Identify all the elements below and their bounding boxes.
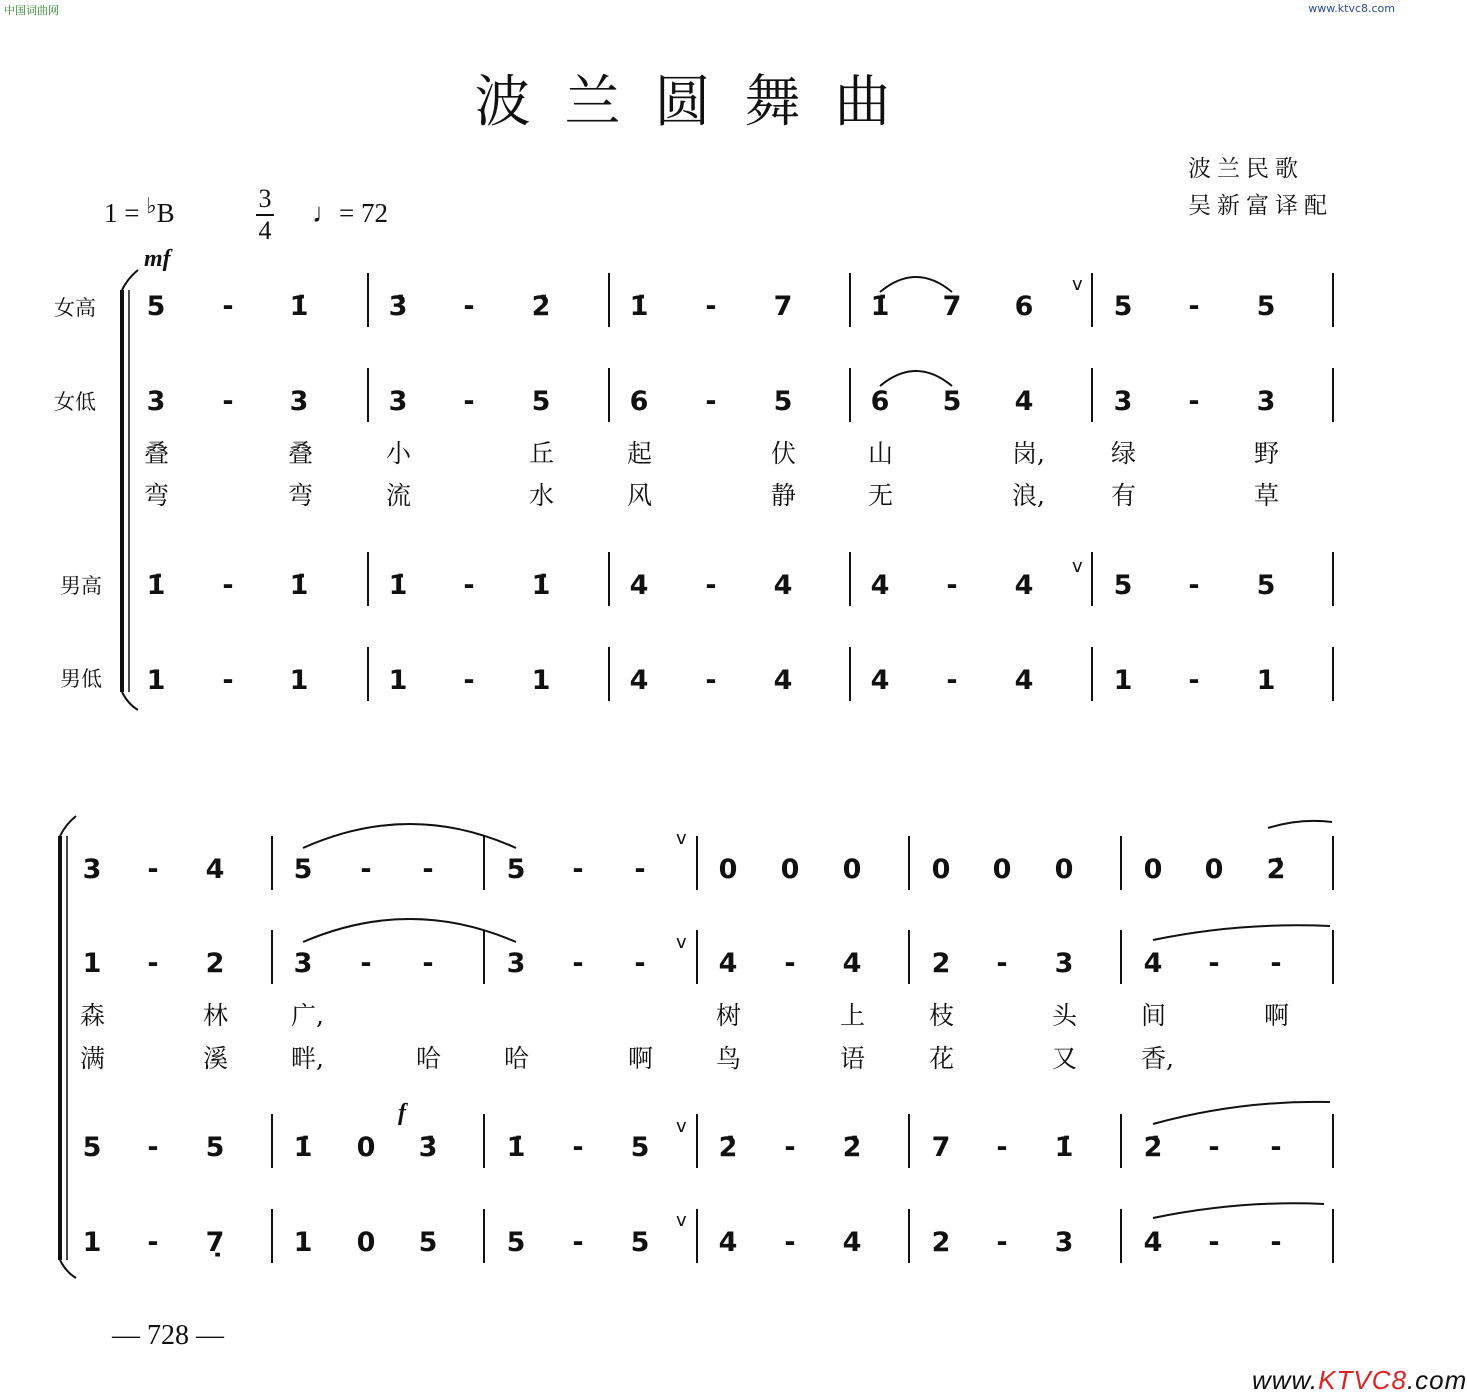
bracket-bottom-hook (122, 692, 138, 710)
dash-mark: - (1208, 1132, 1220, 1163)
lyric-char: 上 (840, 1001, 866, 1030)
lyric-char: 森 (80, 1001, 106, 1030)
note: 4 (629, 665, 649, 696)
dash-mark: - (996, 948, 1008, 979)
breath-mark: v (676, 1210, 687, 1231)
dash-mark: - (147, 1227, 159, 1258)
note: 5 (146, 291, 166, 322)
meter-denominator: 4 (258, 216, 272, 245)
note: 6 (629, 386, 649, 417)
note: 1̇ (531, 570, 551, 601)
dash-mark: - (572, 854, 584, 885)
note: 7̣ (205, 1227, 225, 1258)
lyric-char: 溪 (203, 1044, 229, 1073)
dash-mark: - (705, 291, 717, 322)
note: 4 (842, 948, 862, 979)
dash-mark: - (360, 854, 372, 885)
lyric-char: 啊 (628, 1044, 654, 1073)
bracket-top-hook (122, 270, 138, 290)
lyric-char: 水 (529, 481, 555, 510)
note: 0 (780, 854, 800, 885)
dash-mark: - (1188, 386, 1200, 417)
note: 2 (205, 948, 225, 979)
note: 3 (1054, 1227, 1074, 1258)
dash-mark: - (705, 570, 717, 601)
note: 5 (1256, 291, 1276, 322)
lyric-char: 枝 (929, 1001, 955, 1030)
dynamic-forte: f (398, 1100, 406, 1126)
note: 6 (1014, 291, 1034, 322)
note: 0 (1204, 854, 1224, 885)
note: 2 (931, 1227, 951, 1258)
dash-mark: - (422, 948, 434, 979)
site-watermark-right: www.ktvc8.com (1308, 2, 1395, 15)
slur (1153, 925, 1330, 940)
note: 5 (630, 1132, 650, 1163)
dash-mark: - (222, 386, 234, 417)
note: 3̇ (388, 291, 408, 322)
lyric-char: 流 (386, 481, 412, 510)
note: 4 (842, 1227, 862, 1258)
breath-mark: v (1072, 274, 1083, 295)
note: 7 (942, 291, 962, 322)
note: 3 (293, 948, 313, 979)
lyric-char: 草 (1254, 481, 1280, 510)
lyric-char: 香, (1141, 1044, 1174, 1073)
key-note: B (156, 198, 175, 228)
dynamic-mf: mf (144, 246, 171, 272)
note: 5 (418, 1227, 438, 1258)
lyric-char: 语 (840, 1044, 866, 1073)
note: 3 (146, 386, 166, 417)
lyric-char: 浪, (1012, 481, 1045, 510)
lyric-char: 满 (80, 1044, 106, 1073)
note: 7 (773, 291, 793, 322)
note: 5 (630, 1227, 650, 1258)
note: 1̇ (146, 570, 166, 601)
lyric-char: 有 (1111, 481, 1137, 510)
lyric-char: 啊 (1264, 1001, 1290, 1030)
note: 2̇ (1143, 1132, 1163, 1163)
note: 1̇ (289, 570, 309, 601)
lyric-char: 伏 (771, 439, 797, 468)
note: 1 (82, 1227, 102, 1258)
note: 0 (718, 854, 738, 885)
part-label-alto: 女低 (54, 390, 96, 414)
note: 1̇ (289, 291, 309, 322)
dash-mark: - (222, 665, 234, 696)
note: 1̇ (1054, 1132, 1074, 1163)
note: 4 (1143, 948, 1163, 979)
brand-name: KTVC8 (1318, 1365, 1407, 1395)
note: 1̇ (293, 1132, 313, 1163)
note: 1 (1256, 665, 1276, 696)
lyric-char: 叠 (144, 439, 170, 468)
slur (1153, 1203, 1324, 1218)
note: 0 (356, 1132, 376, 1163)
dash-mark: - (1188, 570, 1200, 601)
note: 5 (1113, 570, 1133, 601)
dash-mark: - (572, 1132, 584, 1163)
dash-mark: - (1208, 1227, 1220, 1258)
lyric-char: 花 (929, 1044, 955, 1073)
dash-mark: - (222, 570, 234, 601)
note: 4 (629, 570, 649, 601)
dash-mark: - (147, 948, 159, 979)
brand-suffix: .com (1406, 1365, 1467, 1395)
dash-mark: - (996, 1227, 1008, 1258)
dash-mark: - (463, 665, 475, 696)
dash-mark: - (634, 854, 646, 885)
note: 4 (870, 570, 890, 601)
note: 3 (82, 854, 102, 885)
note: 1 (146, 665, 166, 696)
breath-mark: v (676, 1116, 687, 1137)
brand-prefix: www. (1252, 1365, 1319, 1395)
dash-mark: - (705, 665, 717, 696)
lyric-char: 无 (868, 481, 894, 510)
note: 2̇ (842, 1132, 862, 1163)
lyric-char: 叠 (288, 439, 314, 468)
note: 5 (942, 386, 962, 417)
lyric-char: 树 (716, 1001, 742, 1030)
note: 7 (931, 1132, 951, 1163)
dash-mark: - (222, 291, 234, 322)
origin-credit: 波兰民歌 (1188, 156, 1304, 182)
note: 2̇ (1266, 854, 1286, 885)
note: 0 (992, 854, 1012, 885)
note: 0 (356, 1227, 376, 1258)
dash-mark: - (946, 665, 958, 696)
note: 5 (506, 854, 526, 885)
note: 4 (1014, 386, 1034, 417)
lyric-char: 间 (1141, 1001, 1167, 1030)
lyric-char: 林 (203, 1001, 229, 1030)
note: 1 (531, 665, 551, 696)
dash-mark: - (1188, 665, 1200, 696)
lyric-char: 小 (386, 439, 412, 468)
tempo-value: = 72 (339, 198, 388, 228)
note: 4 (1143, 1227, 1163, 1258)
note: 5 (293, 854, 313, 885)
note: 1̇ (870, 291, 890, 322)
note: 0 (1143, 854, 1163, 885)
note: 1̇ (506, 1132, 526, 1163)
note: 1 (388, 665, 408, 696)
part-label-soprano: 女高 (54, 296, 96, 320)
note: 2̇ (531, 291, 551, 322)
note: 4 (718, 1227, 738, 1258)
note: 5 (205, 1132, 225, 1163)
dash-mark: - (572, 948, 584, 979)
breath-mark: v (676, 828, 687, 849)
dash-mark: - (360, 948, 372, 979)
note: 2̇ (718, 1132, 738, 1163)
breath-mark: v (676, 932, 687, 953)
note: 5 (1256, 570, 1276, 601)
note: 1 (289, 665, 309, 696)
note: 5 (82, 1132, 102, 1163)
dash-mark: - (147, 1132, 159, 1163)
note: 4 (205, 854, 225, 885)
note: 4 (718, 948, 738, 979)
note: 1 (1113, 665, 1133, 696)
note: 0 (842, 854, 862, 885)
lyric-char: 山 (868, 439, 894, 468)
lyric-char: 头 (1052, 1001, 1078, 1030)
site-watermark-left: 中国词曲网 (4, 4, 59, 17)
note: 4 (870, 665, 890, 696)
lyric-char: 弯 (144, 481, 170, 510)
note: 3 (1256, 386, 1276, 417)
note: 6 (870, 386, 890, 417)
note: 4 (1014, 570, 1034, 601)
note: 3 (289, 386, 309, 417)
note: 5 (1113, 291, 1133, 322)
note: 1 (82, 948, 102, 979)
flat-sign: ♭ (146, 193, 157, 218)
note: 4 (773, 665, 793, 696)
dash-mark: - (1270, 1132, 1282, 1163)
song-title: 波兰圆舞曲 (474, 70, 925, 135)
key-prefix: 1 = (104, 198, 147, 228)
dash-mark: - (996, 1132, 1008, 1163)
bracket-top-hook (60, 816, 76, 836)
part-label-bass: 男低 (60, 667, 102, 691)
note: 5 (506, 1227, 526, 1258)
lyric-char: 野 (1254, 439, 1280, 468)
note: 3 (506, 948, 526, 979)
dash-mark: - (634, 948, 646, 979)
note: 4 (773, 570, 793, 601)
lyric-char: 岗, (1012, 439, 1045, 468)
lyric-char: 鸟 (716, 1044, 742, 1073)
arranger-credit: 吴新富译配 (1188, 193, 1333, 219)
note: 2 (931, 948, 951, 979)
dash-mark: - (422, 854, 434, 885)
lyric-char: 广, (291, 1001, 324, 1030)
lyric-char: 静 (771, 481, 797, 510)
page-number: — 728 — (112, 1320, 224, 1351)
note: 0 (1054, 854, 1074, 885)
dash-mark: - (784, 1132, 796, 1163)
lyric-char: 风 (627, 481, 653, 510)
slur (880, 371, 952, 386)
dash-mark: - (1208, 948, 1220, 979)
dash-mark: - (1188, 291, 1200, 322)
note: 4 (1014, 665, 1034, 696)
lyric-char: 起 (627, 439, 653, 468)
dash-mark: - (463, 570, 475, 601)
slur (880, 277, 952, 292)
note: 5 (531, 386, 551, 417)
note: 3̇ (418, 1132, 438, 1163)
note: 3 (1113, 386, 1133, 417)
dash-mark: - (784, 948, 796, 979)
dash-mark: - (946, 570, 958, 601)
dash-mark: - (705, 386, 717, 417)
dash-mark: - (784, 1227, 796, 1258)
lyric-char: 哈 (416, 1044, 442, 1073)
dash-mark: - (572, 1227, 584, 1258)
slur (1268, 821, 1332, 828)
dash-mark: - (1270, 1227, 1282, 1258)
part-label-tenor: 男高 (60, 574, 102, 598)
note: 3 (1054, 948, 1074, 979)
dash-mark: - (463, 291, 475, 322)
lyric-char: 又 (1052, 1044, 1078, 1073)
quarter-note-icon: ♩ (312, 198, 339, 228)
dash-mark: - (463, 386, 475, 417)
note: 3 (388, 386, 408, 417)
note: 1 (293, 1227, 313, 1258)
lyric-char: 丘 (529, 439, 555, 468)
meter-numerator: 3 (258, 184, 272, 213)
bracket-bottom-hook (60, 1260, 76, 1278)
lyric-char: 弯 (288, 481, 314, 510)
lyric-char: 畔, (291, 1044, 324, 1073)
slur (1153, 1102, 1330, 1124)
site-brand (1252, 1365, 1467, 1396)
note: 0 (931, 854, 951, 885)
breath-mark: v (1072, 556, 1083, 577)
note: 1̇ (629, 291, 649, 322)
lyric-char: 绿 (1111, 439, 1137, 468)
dash-mark: - (147, 854, 159, 885)
note: 5 (773, 386, 793, 417)
dash-mark: - (1270, 948, 1282, 979)
lyric-char: 哈 (504, 1044, 530, 1073)
note: 1̇ (388, 570, 408, 601)
